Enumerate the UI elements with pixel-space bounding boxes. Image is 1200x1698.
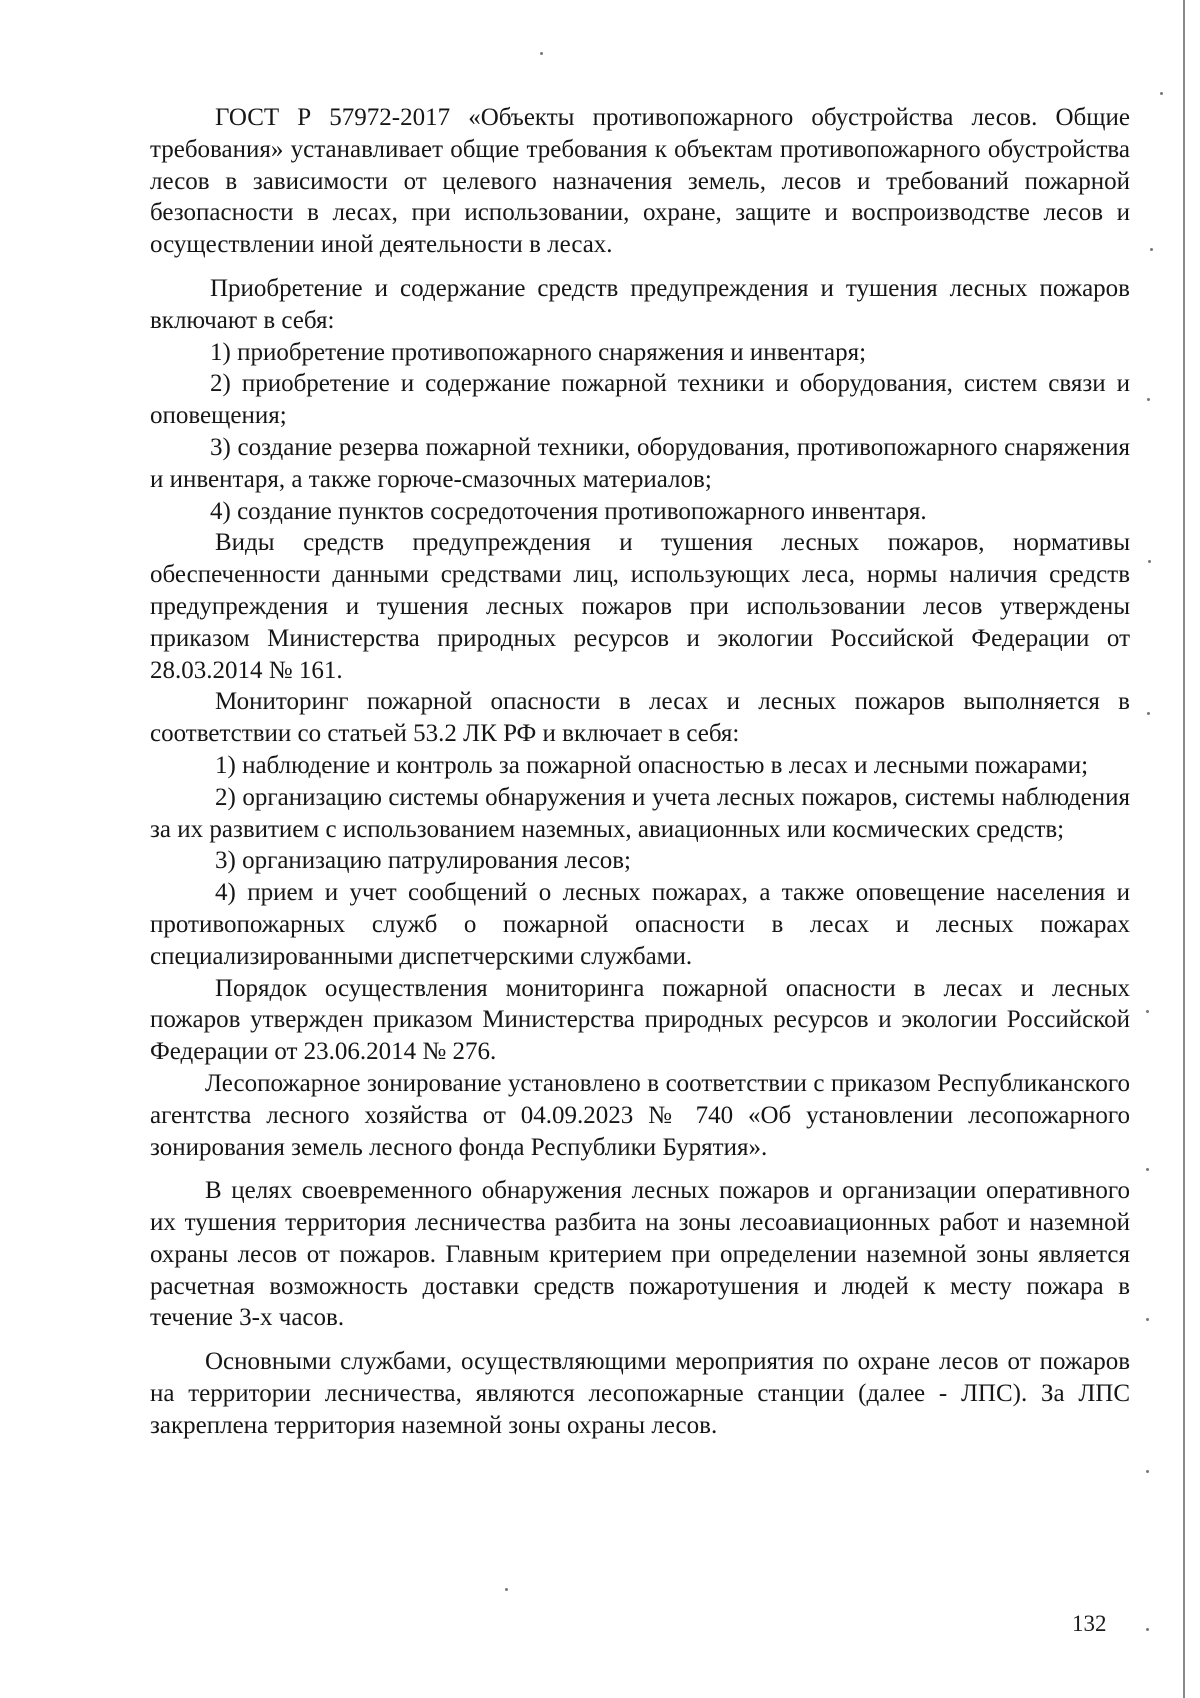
scan-speck	[1160, 92, 1163, 95]
scan-speck	[1146, 1318, 1149, 1321]
list-item-acquisition-4: 4) создание пунктов сосредоточения противопожарного инвентаря.	[210, 497, 927, 525]
list-item-monitoring-2: 2) организацию системы обнаружения и учета лесных пожаров, системы наблюдения за их развитием с использованием наземных, авиационных или космических средств;	[150, 783, 1130, 843]
list-item-acquisition-2: 2) приобретение и содержание пожарной техники и оборудования, систем связи и оповещения;	[150, 370, 1130, 430]
list-item-monitoring-3: 3) организацию патрулирования лесов;	[215, 847, 631, 875]
paragraph-monitoring-order: Порядок осуществления мониторинга пожарной опасности в лесах и лесных пожаров утвержден приказом Министерства природных ресурсов и экологии Российской Федерации от 23.06.2014 № 276.	[150, 974, 1130, 1066]
list-item-monitoring-4: 4) прием и учет сообщений о лесных пожарах, а также оповещение населения и противопожарных служб о пожарной опасности в лесах и лесных пожарах специализированными диспетчерскими службами.	[150, 879, 1130, 970]
paragraph-fire-stations: Основными службами, осуществляющими мероприятия по охране лесов от пожаров на территории лесничества, являются лесопожарные станции (далее - ЛПС). За ЛПС закреплена территория наземной зоны охраны лесов.	[150, 1348, 1130, 1439]
paragraph-zoning: Лесопожарное зонирование установлено в соответствии с приказом Республиканского агентства лесного хозяйства от 04.09.2023 № 740 «Об установлении лесопожарного зонирования земель лесного фонда Республики Бурятия».	[150, 1069, 1130, 1161]
paragraph-means-types: Виды средств предупреждения и тушения лесных пожаров, нормативы обеспеченности данными средствами лиц, использующих леса, нормы наличия средств предупреждения и тушения лесных пожаров при использовании лесов утверждены приказом Министерства природных ресурсов и экологии Российской Федерации от 28.03.2014 № 161.	[150, 529, 1130, 684]
paragraph-acquisition-intro: Приобретение и содержание средств предупреждения и тушения лесных пожаров включают в себя:	[150, 274, 1130, 334]
page-number: 132	[1072, 1611, 1107, 1636]
scan-speck	[1146, 1628, 1149, 1631]
scan-speck	[1147, 712, 1150, 715]
scan-speck	[1148, 560, 1151, 563]
paragraph-zones: В целях своевременного обнаружения лесных пожаров и организации оперативного их тушения территория лесничества разбита на зоны лесоавиационных работ и наземной охраны лесов от пожаров. Главным критерием при определении наземной зоны является расчетная возможность доставки средств пожаротушения и людей к месту пожара в течение 3-х часов.	[150, 1177, 1130, 1332]
list-item-acquisition-3: 3) создание резерва пожарной техники, оборудования, противопожарного снаряжения и инвентаря, а также горюче-смазочных материалов;	[150, 433, 1130, 493]
scan-edge-line	[1183, 0, 1185, 1698]
scan-speck	[1146, 1168, 1149, 1171]
document-body	[150, 102, 1130, 1442]
scan-speck	[1147, 398, 1150, 401]
scan-speck	[540, 52, 543, 55]
scan-speck	[1146, 1010, 1149, 1013]
scan-speck	[1146, 1470, 1149, 1473]
scan-speck	[1150, 248, 1153, 251]
list-item-monitoring-1: 1) наблюдение и контроль за пожарной опасностью в лесах и лесными пожарами;	[215, 751, 1089, 779]
paragraph-gost: ГОСТ Р 57972-2017 «Объекты противопожарного обустройства лесов. Общие требования» устанавливает общие требования к объектам противопожарного обустройства лесов в зависимости от целевого назначения земель, лесов и требований пожарной безопасности в лесах, при использовании, охране, защите и воспроизводстве лесов и осуществлении иной деятельности в лесах.	[150, 104, 1130, 259]
scan-speck	[505, 1588, 508, 1591]
paragraph-monitoring-intro: Мониторинг пожарной опасности в лесах и лесных пожаров выполняется в соответствии со статьей 53.2 ЛК РФ и включает в себя:	[150, 688, 1130, 748]
list-item-acquisition-1: 1) приобретение противопожарного снаряжения и инвентаря;	[210, 338, 867, 366]
